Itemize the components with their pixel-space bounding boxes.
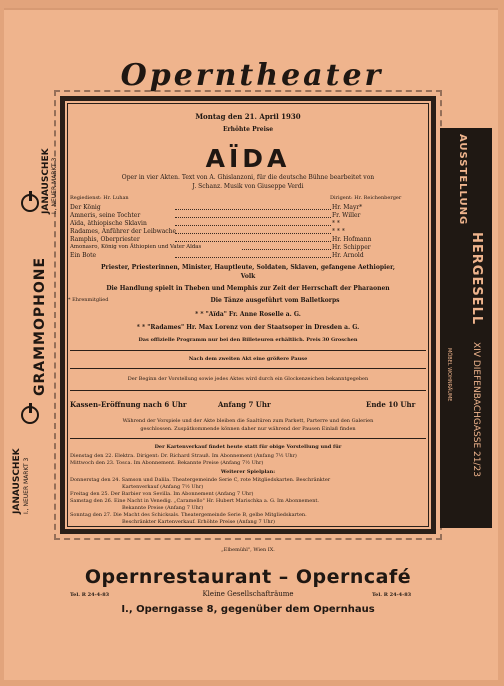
guest-aida: * * "Aïda" Fr. Anne Roselle a. G. — [195, 311, 301, 318]
schedule-line: Sonntag den 27. Die Macht des Schicksals. Theatergemeinde Serie B, gelbe Mitgliedskarten. — [70, 512, 307, 518]
ad-name-top: JANAUSCHEK — [41, 148, 51, 214]
divider — [70, 368, 426, 369]
opera-title: AÏDA — [205, 144, 291, 173]
gramophone-icon — [21, 406, 39, 424]
divider — [70, 390, 426, 391]
performance-date: Montag den 21. April 1930 — [195, 112, 301, 121]
ad-tagline: MÖBEL WOHNRÄUME — [446, 348, 452, 402]
box-office-open: Kassen-Eröffnung nach 6 Uhr — [70, 400, 187, 409]
schedule-line: Beschränkter Kartenverkauf. Erhöhte Preise (Anfang 7 Uhr) — [122, 519, 275, 525]
gramophone-icon — [21, 194, 39, 212]
printer-credit: „Elbemühl", Wien IX. — [221, 547, 275, 553]
advance-sale: Der Kartenverkauf findet heute statt für obige Vorstellung und für — [154, 444, 342, 450]
schedule-line: Samstag den 26. Eine Nacht in Venedig. „Caramello" Hr. Hubert Marischka a. G. Im Abonnement. — [70, 498, 320, 504]
ad-address-top: I., NEUER MARKT 3 — [51, 157, 58, 214]
pause-note: Nach dem zweiten Akt eine größere Pause — [188, 356, 308, 362]
ad-exhibition: AUSSTELLUNG — [457, 134, 468, 226]
latecomer-note-2: geschlossen. Zuspätkommende können daher nur während der Pausen Einlaß finden — [140, 426, 356, 432]
divider — [70, 350, 426, 351]
schedule-line: Freitag den 25. Der Barbier von Sevilla. Im Abonnement (Anfang 7 Uhr) — [70, 491, 254, 497]
start-time: Anfang 7 Uhr — [218, 400, 271, 409]
ad-address: XIV DIEFENBACHGASSE 21/23 — [471, 342, 481, 477]
private-rooms: Kleine Gesellschafträume — [202, 590, 294, 598]
chorus-line-2: Volk — [240, 273, 256, 280]
phone-left: Tel. R 24-4-83 — [70, 592, 110, 598]
dirigent: Dirigent: Hr. Reichenberger — [330, 195, 402, 201]
price-note: Erhöhte Preise — [222, 126, 274, 133]
end-time: Ende 10 Uhr — [366, 400, 416, 409]
spielplan-heading: Weiterer Spielplan: — [220, 469, 276, 475]
ad-address-bottom: I., NEUER MARKT 3 — [23, 457, 30, 514]
furniture-advertisement — [440, 128, 492, 528]
ad-name-bottom: JANAUSCHEK — [12, 448, 22, 514]
schedule-line: Dienstag den 22. Elektra. Dirigent: Dr. Richard Strauß. Im Abonnement (Anfang 7½ Uhr) — [70, 453, 297, 459]
ad-company: HERGESELL — [469, 232, 484, 326]
dances-note: Die Tänze ausgeführt vom Balletkorps — [210, 297, 340, 304]
ad-brand: GRAMMOPHONE — [32, 256, 48, 396]
schedule-line: Donnerstag den 24. Samson und Dalila. Theatergemeinde Serie C, rote Mitgliedskarten. Beschränkter — [70, 477, 331, 483]
page-title: Operntheater — [120, 58, 384, 93]
ehrenmitglied-note: * Ehrenmitglied — [68, 297, 109, 303]
divider — [70, 438, 426, 439]
subtitle-line-1: Oper in vier Akten. Text von A. Ghislanzoni, für die deutsche Bühne bearbeitet von — [121, 174, 375, 181]
schedule-line: Mittwoch den 23. Tosca. Im Abonnement. Bekannte Preise (Anfang 7½ Uhr) — [70, 460, 264, 466]
paper-edge — [4, 8, 498, 10]
guest-radames: * * "Radames" Hr. Max Lorenz von der Staatsoper in Dresden a. G. — [136, 324, 360, 331]
subtitle-line-2: J. Schanz. Musik von Giuseppe Verdi — [192, 183, 304, 190]
schedule-line: Bekannte Preise (Anfang 7 Uhr) — [122, 505, 204, 511]
latecomer-note-1: Während der Vorspiele und der Akte bleiben die Saaltüren zum Parkett, Parterre und den Galerien — [122, 418, 374, 424]
beginn-note: Der Beginn der Vorstellung sowie jedes Aktes wird durch ein Glockenzeichen bekanntgegeben — [127, 376, 369, 382]
setting: Die Handlung spielt in Theben und Memphis zur Zeit der Herrschaft der Pharaonen — [106, 285, 390, 292]
chorus-line-1: Priester, Priesterinnen, Minister, Hauptleute, Soldaten, Sklaven, gefangene Aethiopier, — [101, 264, 395, 271]
regie: Regiedienst: Hr. Luhan — [70, 195, 129, 201]
restaurant-address: I., Operngasse 8, gegenüber dem Opernhaus — [121, 604, 375, 615]
restaurant-name: Opernrestaurant – Operncafé — [84, 566, 412, 588]
schedule-line: Kartenverkauf (Anfang 7½ Uhr) — [122, 484, 204, 490]
gramophone-advertisement — [6, 106, 56, 536]
programme-note: Das offizielle Programm nur bei den Billeteuren erhältlich. Preis 30 Groschen — [138, 337, 358, 343]
phone-right: Tel. R 24-4-83 — [372, 592, 412, 598]
